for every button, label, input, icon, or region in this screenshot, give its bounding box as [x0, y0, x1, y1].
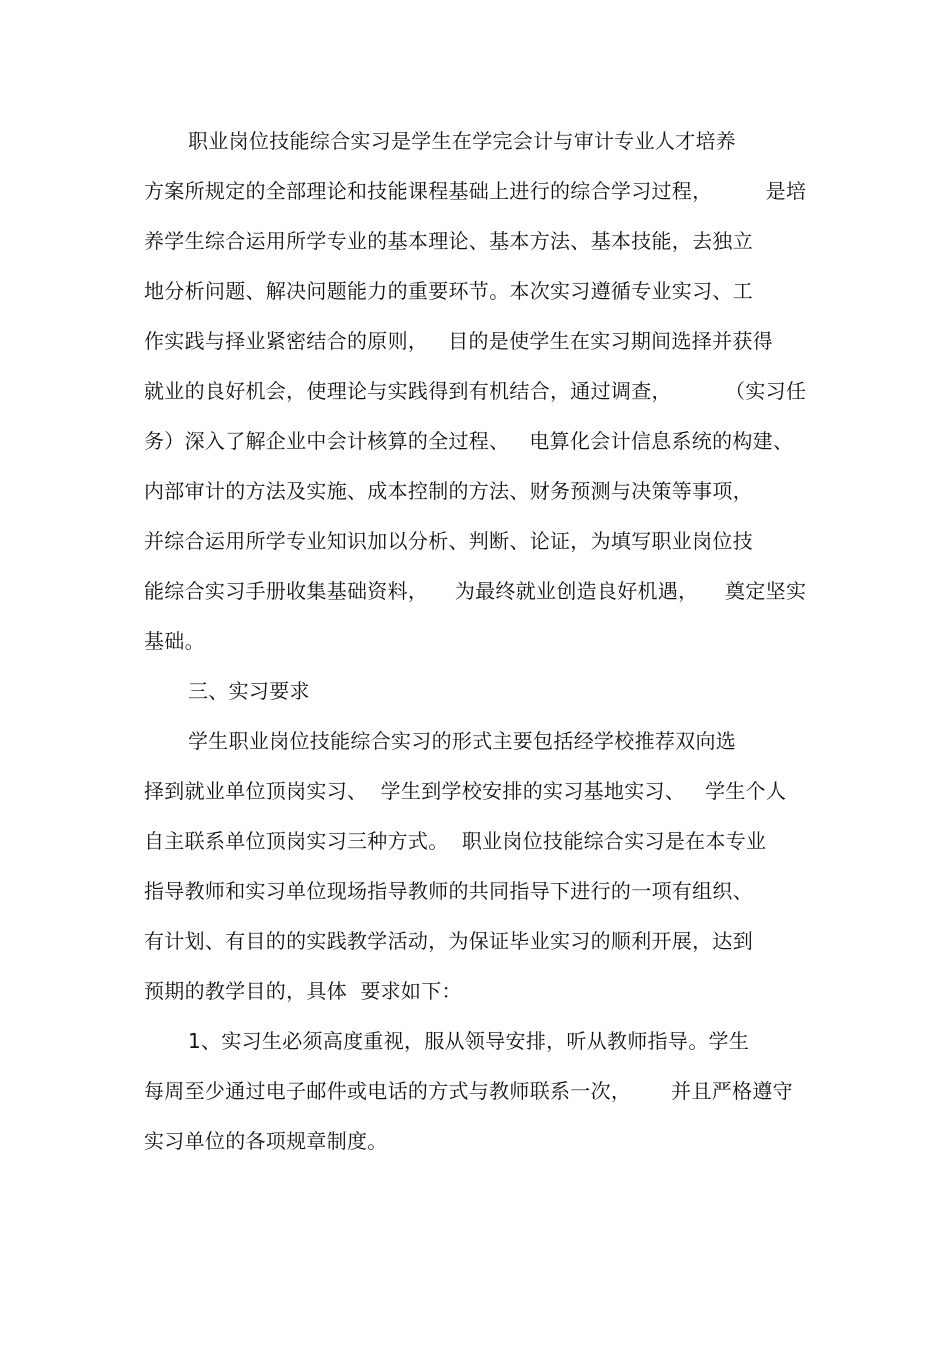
text-line: 自主联系单位顶岗实习三种方式。 职业岗位技能综合实习是在本专业 [144, 829, 767, 853]
text-line: 预期的教学目的，具体 要求如下： [144, 979, 462, 1003]
text-line: 职业岗位技能综合实习是学生在学完会计与审计专业人才培养 [188, 129, 737, 153]
text-line: 能综合实习手册收集基础资料， 为最终就业创造良好机遇， 奠定坚实 [144, 579, 807, 603]
text-line: 择到就业单位顶岗实习、 学生到学校安排的实习基地实习、 学生个人 [144, 779, 787, 803]
text-line: 1、实习生必须高度重视，服从领导安排，听从教师指导。学生 [188, 1029, 750, 1053]
text-line: 地分析问题、解决问题能力的重要环节。本次实习遵循专业实习、工 [144, 279, 753, 303]
text-line: 内部审计的方法及实施、成本控制的方法、财务预测与决策等事项， [144, 479, 753, 503]
text-line: 每周至少通过电子邮件或电话的方式与教师联系一次， 并且严格遵守 [144, 1079, 793, 1103]
text-line: 方案所规定的全部理论和技能课程基础上进行的综合学习过程， 是培 [144, 179, 807, 203]
text-line: 指导教师和实习单位现场指导教师的共同指导下进行的一项有组织、 [144, 879, 753, 903]
text-line: 养学生综合运用所学专业的基本理论、基本方法、基本技能，去独立 [144, 229, 753, 253]
section-heading: 三、实习要求 [188, 679, 310, 703]
text-line: 就业的良好机会，使理论与实践得到有机结合，通过调查， （实习任 [144, 379, 807, 403]
text-line: 有计划、有目的的实践教学活动，为保证毕业实习的顺利开展，达到 [144, 929, 753, 953]
text-line: 并综合运用所学专业知识加以分析、判断、论证，为填写职业岗位技 [144, 529, 753, 553]
text-line: 学生职业岗位技能综合实习的形式主要包括经学校推荐双向选 [188, 729, 737, 753]
text-line: 务）深入了解企业中会计核算的全过程、 电算化会计信息系统的构建、 [144, 429, 794, 453]
text-line: 基础。 [144, 629, 205, 653]
text-line: 实习单位的各项规章制度。 [144, 1129, 388, 1153]
text-line: 作实践与择业紧密结合的原则， 目的是使学生在实习期间选择并获得 [144, 329, 773, 353]
